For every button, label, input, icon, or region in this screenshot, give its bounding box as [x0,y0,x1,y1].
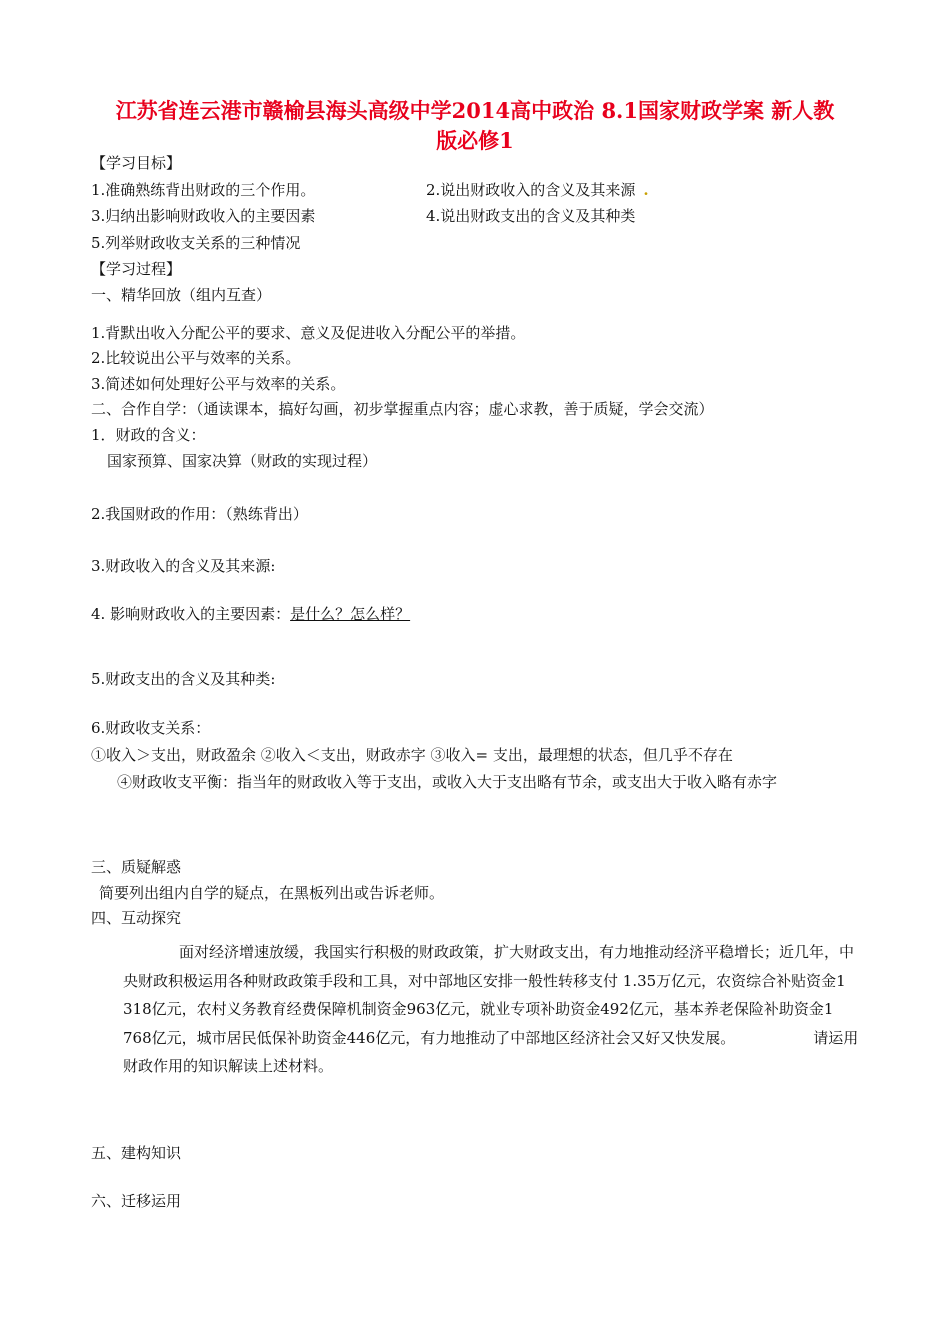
section3-heading: 三、质疑解惑 [91,858,182,876]
question-6: 6.财政收支关系： [91,719,211,737]
document-title [60,96,890,156]
section5-heading: 五、建构知识 [91,1144,182,1162]
title-line-1: 江苏省连云港市赣榆县海头高级中学2014高中政治 8.1国家财政学案 新人教 [115,98,835,123]
process-heading: 【学习过程】 [91,260,182,278]
section1-item-2: 2.比较说出公平与效率的关系。 [91,349,301,367]
section1-item-3: 3.简述如何处理好公平与效率的关系。 [91,375,346,393]
objective-item-5: 5.列举财政收支关系的三种情况 [91,234,301,252]
section3-text: 简要列出组内自学的疑点，在黑板列出或告诉老师。 [99,884,445,902]
section1-item-1: 1.背默出收入分配公平的要求、意义及促进收入分配公平的举措。 [91,324,526,342]
highlight-dot: . [643,181,649,199]
section1-heading: 一、精华回放（组内互查） [91,286,272,304]
question-4-underlined: 是什么？怎么样？ [290,605,411,623]
fiscal-relation-line-2: ④财政收支平衡：指当年的财政收入等于支出，或收入大于支出略有节余，或支出大于收入略有赤字 [117,773,778,791]
section4-heading: 四、互动探究 [91,909,182,927]
objective-item-1: 1.准确熟练背出财政的三个作用。 [91,181,316,199]
objective-item-4: 4.说出财政支出的含义及其种类 [426,207,636,225]
section2-heading: 二、合作自学：（通读课本，搞好勾画，初步掌握重点内容；虚心求教，善于质疑，学会交流） [91,400,714,418]
question-3: 3.财政收入的含义及其来源: [91,557,276,575]
question-4: 4. 影响财政收入的主要因素：是什么？怎么样？ [91,605,411,623]
section6-heading: 六、迁移运用 [91,1192,182,1210]
objectives-heading: 【学习目标】 [91,154,182,172]
question-1: 1．财政的含义： [91,426,206,444]
objective-item-2: 2.说出财政收入的含义及其来源 . [426,181,649,199]
question-1-sub: 国家预算、国家决算（财政的实现过程） [107,452,378,470]
title-line-2: 版必修1 [436,128,514,153]
question-5: 5.财政支出的含义及其种类: [91,670,276,688]
objective-item-3: 3.归纳出影响财政收入的主要因素 [91,207,316,225]
question-2: 2.我国财政的作用：（熟练背出） [91,505,308,523]
section4-paragraph: 面对经济增速放缓，我国实行积极的财政政策，扩大财政支出，有力地推动经济平稳增长；近几年，中央财政积极运用各种财政政策手段和工具，对中部地区安排一般性转移支付 1.35万亿元，农资综合补贴资金1 318亿元，农村义务教育经费保障机制资金963亿元，就业专项补助资金492亿元，基本养老保险补助资金1 768亿元，城市居民低保补助资金446亿元，有力地推动了中部地区经济社会又好又快发展。 请运用财政作用的知识解读上述材料。 [123,943,859,1075]
fiscal-relation-line-1: ①收入＞支出，财政盈余 ②收入＜支出，财政赤字 ③收入= 支出，最理想的状态，但几乎不存在 [91,746,733,764]
section4-prompt: 请运用财政作用的知识解读上述材料。 [123,1028,859,1075]
